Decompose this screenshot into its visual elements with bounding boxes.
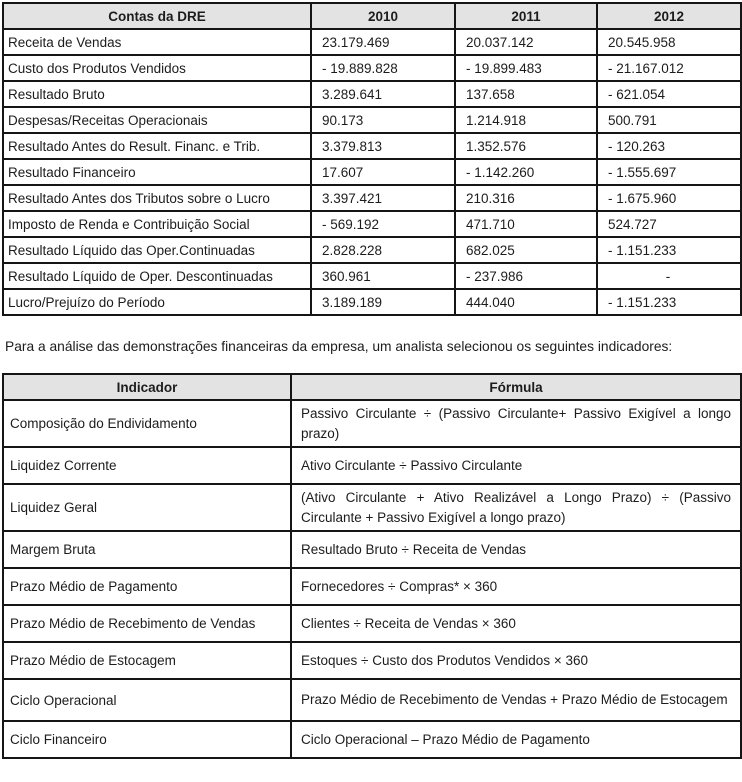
value-2011: 210.316 (455, 185, 597, 211)
account-label: Imposto de Renda e Contribuição Social (3, 211, 311, 237)
value-2010: - 19.889.828 (311, 55, 455, 81)
account-label: Resultado Bruto (3, 81, 311, 107)
dre-header-2012: 2012 (597, 3, 741, 29)
dre-row (3, 29, 741, 55)
value-2012: - 1.151.233 (597, 289, 741, 315)
account-label: Lucro/Prejuízo do Período (3, 289, 311, 315)
indicator-row (3, 605, 741, 642)
dre-row (3, 159, 741, 185)
value-2012: - 21.167.012 (597, 55, 741, 81)
value-2010: 3.189.189 (311, 289, 455, 315)
indicator-name: Prazo Médio de Pagamento (3, 568, 291, 605)
indicator-formula: Resultado Bruto ÷ Receita de Vendas (291, 531, 741, 568)
indicator-row (3, 721, 741, 758)
value-2011: 1.352.576 (455, 133, 597, 159)
indicator-name: Ciclo Operacional (3, 679, 291, 721)
indicator-name: Composição do Endividamento (3, 400, 291, 447)
dre-row (3, 237, 741, 263)
indicator-name: Liquidez Geral (3, 484, 291, 531)
indicator-formula: Estoques ÷ Custo dos Produtos Vendidos × 360 (291, 642, 741, 679)
value-2012: 20.545.958 (597, 29, 741, 55)
indicator-row (3, 642, 741, 679)
value-2011: 1.214.918 (455, 107, 597, 133)
indicator-row (3, 679, 741, 721)
account-label: Despesas/Receitas Operacionais (3, 107, 311, 133)
value-2012: - 621.054 (597, 81, 741, 107)
value-2012: - 1.151.233 (597, 237, 741, 263)
value-2012: - 1.555.697 (597, 159, 741, 185)
account-label: Resultado Antes do Result. Financ. e Trib. (3, 133, 311, 159)
value-2011: - 1.142.260 (455, 159, 597, 185)
value-2012: 500.791 (597, 107, 741, 133)
value-2010: 3.289.641 (311, 81, 455, 107)
indicator-row (3, 531, 741, 568)
value-2010: 3.397.421 (311, 185, 455, 211)
value-2011: - 237.986 (455, 263, 597, 289)
dre-row (3, 289, 741, 315)
dre-row (3, 107, 741, 133)
dre-row (3, 185, 741, 211)
dre-header-2011: 2011 (455, 3, 597, 29)
indicator-name: Ciclo Financeiro (3, 721, 291, 758)
indicator-name: Liquidez Corrente (3, 447, 291, 484)
indicator-formula: Ciclo Operacional – Prazo Médio de Pagamento (291, 721, 741, 758)
indicator-row (3, 447, 741, 484)
account-label: Receita de Vendas (3, 29, 311, 55)
indicator-formula: Fornecedores ÷ Compras* × 360 (291, 568, 741, 605)
indicator-name: Prazo Médio de Recebimento de Vendas (3, 605, 291, 642)
value-2011: 137.658 (455, 81, 597, 107)
indicator-formula: Ativo Circulante ÷ Passivo Circulante (291, 447, 741, 484)
indicator-row (3, 400, 741, 447)
dre-header-2010: 2010 (311, 3, 455, 29)
indicator-formula: Passivo Circulante ÷ (Passivo Circulante+ Passivo Exigível a longo prazo) (291, 400, 741, 447)
value-2010: 17.607 (311, 159, 455, 185)
value-2012: - (597, 263, 741, 289)
account-label: Resultado Antes dos Tributos sobre o Lucro (3, 185, 311, 211)
indicator-row (3, 484, 741, 531)
value-2010: 360.961 (311, 263, 455, 289)
dre-row (3, 133, 741, 159)
value-2010: 3.379.813 (311, 133, 455, 159)
dre-row (3, 81, 741, 107)
indicators-header-formula: Fórmula (291, 374, 741, 400)
account-label: Resultado Líquido de Oper. Descontinuadas (3, 263, 311, 289)
value-2010: 2.828.228 (311, 237, 455, 263)
value-2012: - 120.263 (597, 133, 741, 159)
dre-header-row (3, 3, 741, 29)
dre-row (3, 263, 741, 289)
value-2010: - 569.192 (311, 211, 455, 237)
intro-paragraph: Para a análise das demonstrações financeiras da empresa, um analista selecionou os seguintes indicadores: (5, 339, 673, 354)
indicator-row (3, 568, 741, 605)
indicator-name: Prazo Médio de Estocagem (3, 642, 291, 679)
account-label: Resultado Financeiro (3, 159, 311, 185)
value-2011: - 19.899.483 (455, 55, 597, 81)
value-2010: 23.179.469 (311, 29, 455, 55)
indicator-formula: Clientes ÷ Receita de Vendas × 360 (291, 605, 741, 642)
value-2011: 20.037.142 (455, 29, 597, 55)
dre-row (3, 211, 741, 237)
indicators-header-row (3, 374, 741, 400)
indicator-formula: Prazo Médio de Recebimento de Vendas + Prazo Médio de Estocagem (291, 679, 741, 721)
value-2011: 682.025 (455, 237, 597, 263)
value-2012: 524.727 (597, 211, 741, 237)
value-2010: 90.173 (311, 107, 455, 133)
dre-table (2, 2, 742, 316)
dre-header-account: Contas da DRE (3, 3, 311, 29)
account-label: Resultado Líquido das Oper.Continuadas (3, 237, 311, 263)
indicator-name: Margem Bruta (3, 531, 291, 568)
value-2012: - 1.675.960 (597, 185, 741, 211)
indicator-formula: (Ativo Circulante + Ativo Realizável a Longo Prazo) ÷ (Passivo Circulante + Passivo Exigível a longo prazo) (291, 484, 741, 531)
indicators-table (2, 373, 742, 759)
value-2011: 444.040 (455, 289, 597, 315)
indicators-header-indicator: Indicador (3, 374, 291, 400)
dre-row (3, 55, 741, 81)
account-label: Custo dos Produtos Vendidos (3, 55, 311, 81)
value-2011: 471.710 (455, 211, 597, 237)
